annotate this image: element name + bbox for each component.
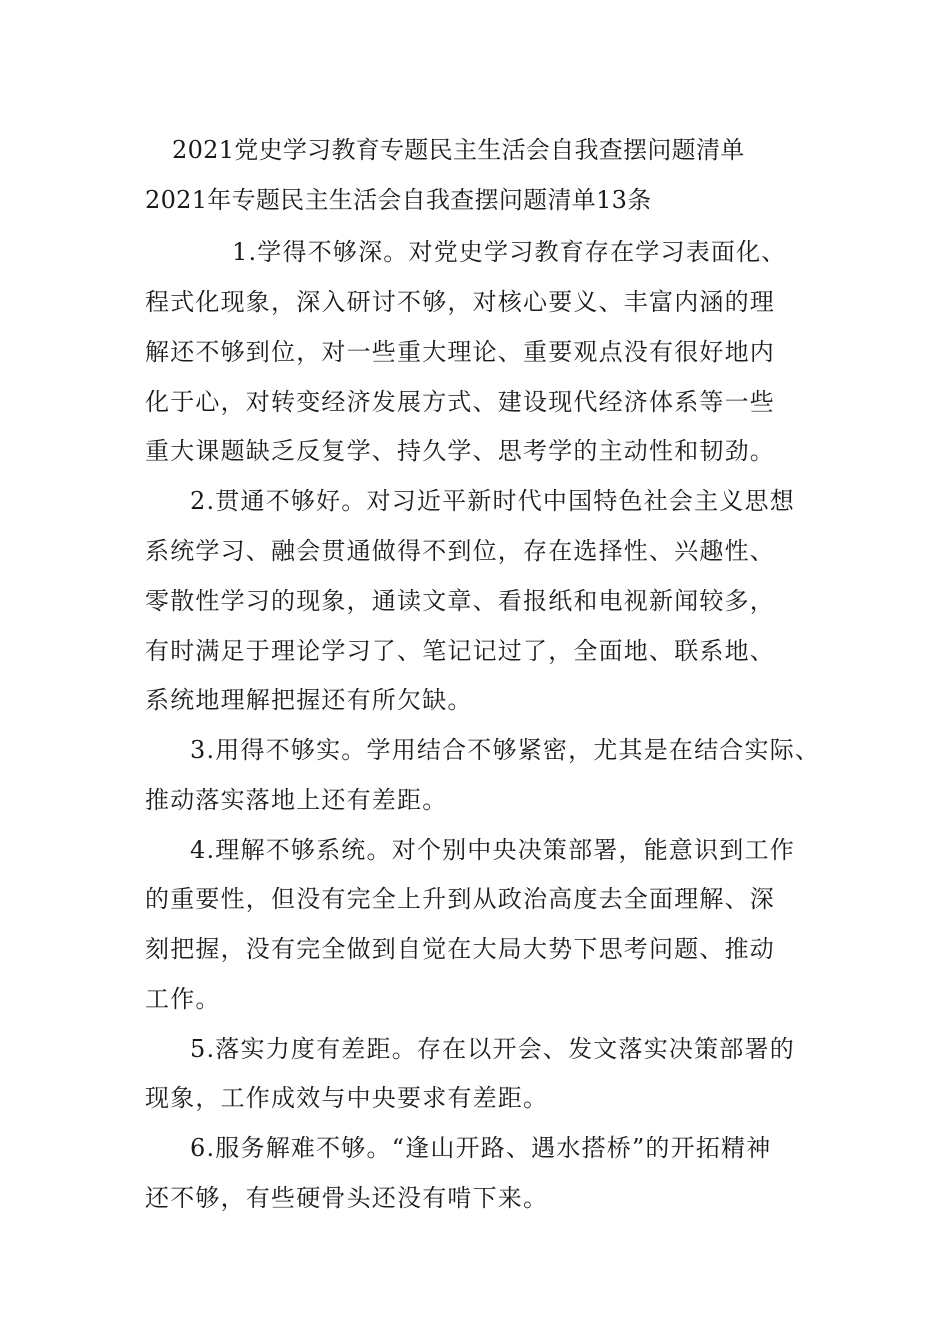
paragraph-4-line-3: 刻把握，没有完全做到自觉在大局大势下思考问题、推动	[145, 935, 775, 963]
paragraph-2-line-4: 有时满足于理论学习了、笔记记过了，全面地、联系地、	[145, 637, 775, 665]
paragraph-2-line-3: 零散性学习的现象，通读文章、看报纸和电视新闻较多，	[145, 587, 775, 615]
paragraph-5-line-2: 现象，工作成效与中央要求有差距。	[145, 1084, 549, 1112]
paragraph-2-line-2: 系统学习、融会贯通做得不到位，存在选择性、兴趣性、	[145, 537, 775, 565]
paragraph-5-line-1: 5.落实力度有差距。存在以开会、发文落实决策部署的	[190, 1035, 795, 1063]
paragraph-6-line-1: 6.服务解难不够。“逢山开路、遇水搭桥”的开拓精神	[190, 1134, 772, 1162]
paragraph-2-line-1: 2.贯通不够好。对习近平新时代中国特色社会主义思想	[190, 487, 795, 515]
paragraph-3-line-2: 推动落实落地上还有差距。	[145, 786, 448, 814]
paragraph-1-line-1: 1.学得不够深。对党史学习教育存在学习表面化、	[232, 238, 787, 266]
document-subtitle: 2021年专题民主生活会自我查摆问题清单13条	[145, 186, 652, 214]
paragraph-1-line-3: 解还不够到位，对一些重大理论、重要观点没有很好地内	[145, 338, 775, 366]
paragraph-1-line-4: 化于心，对转变经济发展方式、建设现代经济体系等一些	[145, 388, 775, 416]
paragraph-6-line-2: 还不够，有些硬骨头还没有啃下来。	[145, 1184, 549, 1212]
paragraph-4-line-4: 工作。	[145, 985, 221, 1013]
paragraph-1-line-2: 程式化现象，深入研讨不够，对核心要义、丰富内涵的理	[145, 288, 775, 316]
paragraph-3-line-1: 3.用得不够实。学用结合不够紧密，尤其是在结合实际、	[190, 736, 821, 764]
paragraph-2-line-5: 系统地理解把握还有所欠缺。	[145, 686, 473, 714]
paragraph-4-line-2: 的重要性，但没有完全上升到从政治高度去全面理解、深	[145, 885, 775, 913]
document-title: 2021党史学习教育专题民主生活会自我查摆问题清单	[172, 136, 745, 164]
paragraph-1-line-5: 重大课题缺乏反复学、持久学、思考学的主动性和韧劲。	[145, 437, 775, 465]
paragraph-4-line-1: 4.理解不够系统。对个别中央决策部署，能意识到工作	[190, 836, 795, 864]
